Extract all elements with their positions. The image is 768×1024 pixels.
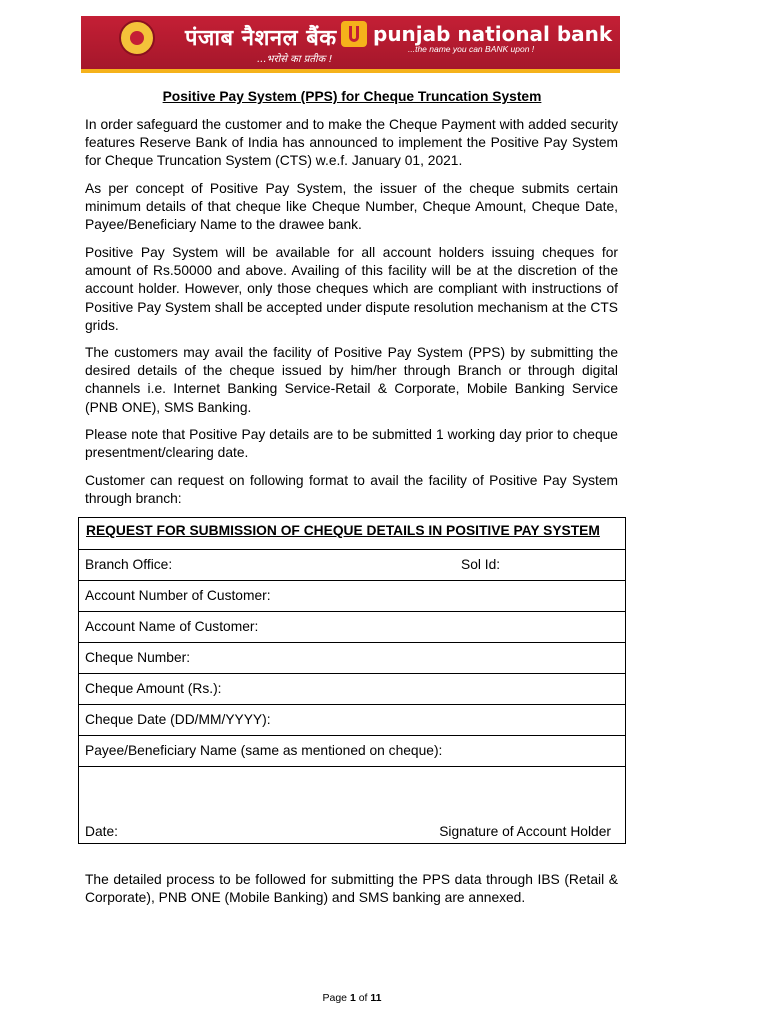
- cheque-date-label: Cheque Date (DD/MM/YYYY):: [85, 712, 271, 727]
- bank-name-hindi: पंजाब नैशनल बैंक: [185, 26, 337, 51]
- paragraph-closing: The detailed process to be followed for submitting the PPS data through IBS (Retail & Corporate), PNB ONE (Mobile Banking) and SMS banking are annexed.: [85, 872, 618, 906]
- account-number-label: Account Number of Customer:: [85, 588, 271, 603]
- form-row-payee: [79, 736, 625, 767]
- paragraph-intro: In order safeguard the customer and to make the Cheque Payment with added security features Reserve Bank of India has announced to implement the Positive Pay System for Cheque Truncation System (CTS) w.e.f. January 01, 2021.: [85, 117, 618, 169]
- bank-header-banner: [81, 16, 620, 73]
- branch-office-label: Branch Office:: [85, 557, 173, 572]
- paragraph-channels: The customers may avail the facility of Positive Pay System (PPS) by submitting the desired details of the cheque issued by him/her through Branch or through digital channels i.e. Internet Banking Service-Retail & Corporate, Mobile Banking Service (PNB ONE), SMS Banking.: [85, 345, 618, 415]
- date-label: Date:: [85, 824, 118, 839]
- paragraph-format: Customer can request on following format to avail the facility of Positive Pay System through branch:: [85, 473, 618, 507]
- sol-id-label: Sol Id:: [461, 557, 501, 572]
- form-heading: REQUEST FOR SUBMISSION OF CHEQUE DETAILS IN POSITIVE PAY SYSTEM: [86, 523, 600, 538]
- tagline-english: ...the name you can BANK upon !: [408, 44, 535, 54]
- document-title: Positive Pay System (PPS) for Cheque Truncation System: [162, 89, 542, 104]
- pnb-logo-icon: [341, 21, 367, 47]
- pps-request-form: [78, 517, 626, 844]
- paragraph-availability: Positive Pay System will be available for all account holders issuing cheques for amount of Rs.50000 and above. Availing of this facility will be at the discretion of the account holder. However, only those cheques which are compliant with instructions of Positive Pay System shall be accepted under dispute resolution mechanism at the CTS grids.: [85, 245, 618, 333]
- paragraph-concept: As per concept of Positive Pay System, the issuer of the cheque submits certain minimum details of that cheque like Cheque Number, Cheque Amount, Cheque Date, Payee/Beneficiary Name to the drawee bank.: [85, 181, 618, 233]
- signature-label: Signature of Account Holder: [439, 824, 611, 839]
- page-of: of: [358, 992, 368, 1004]
- form-row-account-name: [79, 612, 625, 643]
- form-heading-row: [79, 518, 625, 550]
- page-total: 11: [370, 992, 382, 1004]
- form-row-cheque-date: [79, 705, 625, 736]
- cheque-amount-label: Cheque Amount (Rs.):: [85, 681, 222, 696]
- form-row-cheque-number: [79, 643, 625, 674]
- page-current: 1: [349, 992, 356, 1004]
- payee-name-label: Payee/Beneficiary Name (same as mentioned on cheque):: [85, 743, 443, 758]
- form-row-signature: [79, 767, 625, 843]
- form-row-account-number: [79, 581, 625, 612]
- bank-emblem-icon: [119, 20, 155, 56]
- tagline-hindi: ...भरोसे का प्रतीक !: [257, 54, 333, 65]
- bank-name-english: punjab national bank: [373, 22, 613, 46]
- form-row-cheque-amount: [79, 674, 625, 705]
- page-prefix: Page: [322, 992, 348, 1004]
- cheque-number-label: Cheque Number:: [85, 650, 191, 665]
- page-number: [0, 992, 704, 1004]
- account-name-label: Account Name of Customer:: [85, 619, 259, 634]
- paragraph-timing: Please note that Positive Pay details are to be submitted 1 working day prior to cheque presentment/clearing date.: [85, 427, 618, 461]
- form-row-branch: [79, 550, 625, 581]
